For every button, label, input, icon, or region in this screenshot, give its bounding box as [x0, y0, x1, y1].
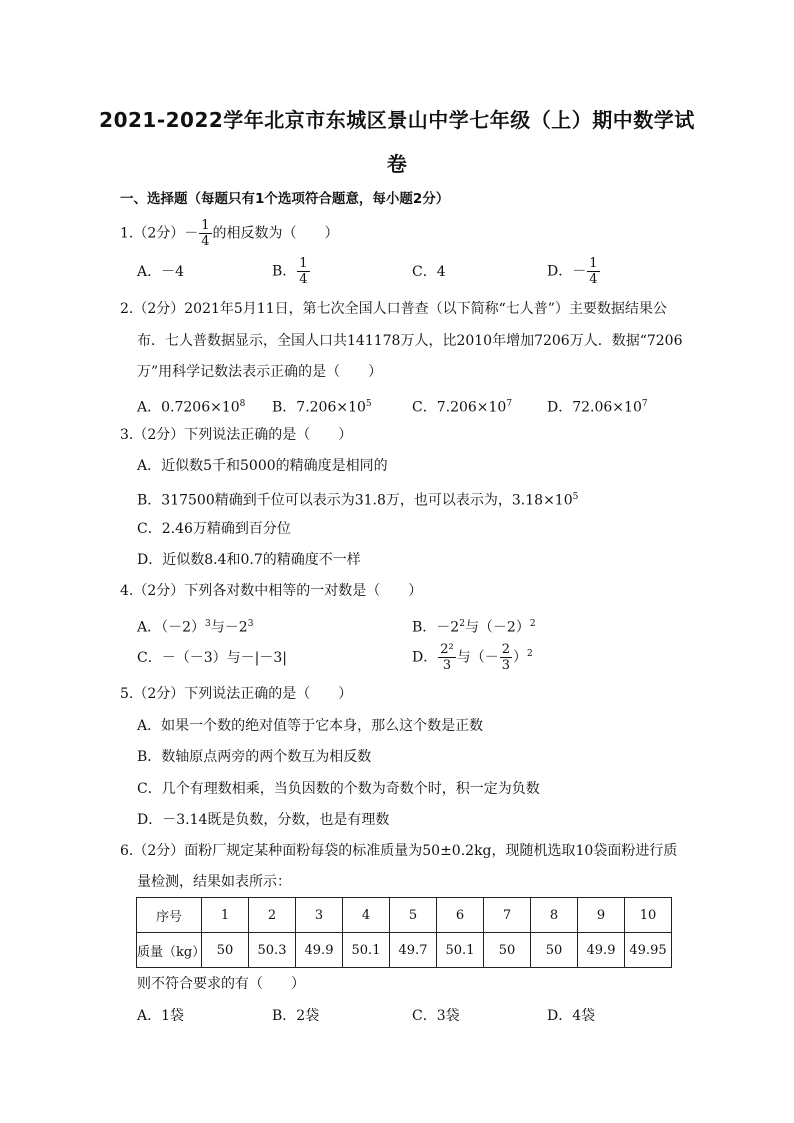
q6-option-d[interactable]: D．4袋 — [547, 1008, 596, 1024]
q4-option-b[interactable]: B．$-2^2$与$(-2)^2$ — [412, 619, 536, 636]
question-5-stem: 5.（2分）下列说法正确的是（ ） — [120, 686, 353, 702]
table-row — [137, 933, 672, 968]
section-heading: 一、选择题（每题只有1个选项符合题意，每小题2分） — [120, 191, 450, 207]
q3-option-a[interactable]: A．近似数5千和5000的精确度是相同的 — [137, 458, 388, 474]
question-6-line2: 量检测，结果如表所示： — [137, 874, 291, 890]
q5-option-d[interactable]: D．－3.14既是负数，分数，也是有理数 — [137, 812, 390, 828]
question-2-line3: 万”用科学记数法表示正确的是（ ） — [137, 364, 383, 380]
table-cell: 2 — [249, 898, 296, 933]
table-cell: 1 — [202, 898, 249, 933]
table-cell: 49.95 — [625, 933, 672, 968]
question-1-stem: 1.（2分）－ $\frac{1}{4}$ 的相反数为（ ） — [120, 218, 339, 249]
fraction: $\frac{1}{4}$ — [201, 218, 210, 249]
table-row — [137, 898, 672, 933]
q3-option-d[interactable]: D．近似数8.4和0.7的精确度不一样 — [137, 552, 361, 568]
mass-table — [136, 897, 672, 968]
q4-option-d[interactable]: D． $\frac{\text{2²}}{3}$ 与（－ $\frac{2}{3}$ ）$^2$ — [412, 642, 533, 673]
table-cell: 4 — [343, 898, 390, 933]
table-cell: 50.3 — [249, 933, 296, 968]
q2-option-a[interactable]: A．$0.7206\times 10^8$ — [137, 399, 246, 416]
q5-option-c[interactable]: C．几个有理数相乘，当负因数的个数为奇数个时，积一定为负数 — [137, 781, 540, 797]
table-cell: 50 — [202, 933, 249, 968]
q1-option-b[interactable]: B． $\frac{1}{4}$ — [272, 256, 308, 287]
table-cell: 3 — [296, 898, 343, 933]
q1-option-d[interactable]: D．－ $\frac{1}{4}$ — [547, 256, 598, 287]
q4-option-c[interactable]: C．－（－3）与－|－3| — [137, 650, 287, 666]
question-6-after-table: 则不符合要求的有（ ） — [137, 976, 305, 992]
table-cell: 5 — [390, 898, 437, 933]
table-cell: 6 — [437, 898, 484, 933]
question-2-line1: 2.（2分）2021年5月11日，第七次全国人口普查（以下简称“七人普”）主要数据结果公 — [120, 301, 667, 317]
q6-option-b[interactable]: B．2袋 — [272, 1008, 320, 1024]
q3-option-b[interactable]: B．317500精确到千位可以表示为31.8万，也可以表示为，$3.18\times 10^5$ — [137, 492, 579, 509]
q2-option-c[interactable]: C．$7.206\times 10^7$ — [412, 399, 513, 416]
table-cell: 49.9 — [296, 933, 343, 968]
table-cell: 49.7 — [390, 933, 437, 968]
q2-option-b[interactable]: B．$7.206\times 10^5$ — [272, 399, 372, 416]
question-6-line1: 6.（2分）面粉厂规定某种面粉每袋的标准质量为50±0.2kg，现随机选取10袋面粉进行质 — [120, 843, 678, 859]
page-title: 2021-2022学年北京市东城区景山中学七年级（上）期中数学试 — [99, 108, 695, 132]
question-3-stem: 3.（2分）下列说法正确的是（ ） — [120, 427, 353, 443]
table-cell: 10 — [625, 898, 672, 933]
q3-option-c[interactable]: C．2.46万精确到百分位 — [137, 521, 291, 537]
q2-option-d[interactable]: D．$72.06\times 10^7$ — [547, 399, 648, 416]
table-cell: 50 — [531, 933, 578, 968]
table-cell: 7 — [484, 898, 531, 933]
table-cell: 8 — [531, 898, 578, 933]
table-cell: 50 — [484, 933, 531, 968]
table-cell: 49.9 — [578, 933, 625, 968]
table-cell: 质量（kg） — [137, 933, 202, 968]
table-cell: 50.1 — [343, 933, 390, 968]
q1-option-a[interactable]: A．－4 — [137, 264, 185, 280]
q6-option-c[interactable]: C．3袋 — [412, 1008, 460, 1024]
q6-option-a[interactable]: A．1袋 — [137, 1008, 185, 1024]
table-cell: 序号 — [137, 898, 202, 933]
q1-option-c[interactable]: C．4 — [412, 264, 446, 280]
question-2-line2: 布．七人普数据显示，全国人口共141178万人，比2010年增加7206万人．数据“7206 — [137, 333, 683, 349]
q4-option-a[interactable]: A．$(-2)^3$与$-2^3$ — [137, 619, 254, 636]
table-cell: 50.1 — [437, 933, 484, 968]
page-title-continued: 卷 — [386, 152, 408, 176]
q5-option-a[interactable]: A．如果一个数的绝对值等于它本身，那么这个数是正数 — [137, 718, 484, 734]
q5-option-b[interactable]: B．数轴原点两旁的两个数互为相反数 — [137, 749, 372, 765]
question-4-stem: 4.（2分）下列各对数中相等的一对数是（ ） — [120, 583, 423, 599]
table-cell: 9 — [578, 898, 625, 933]
